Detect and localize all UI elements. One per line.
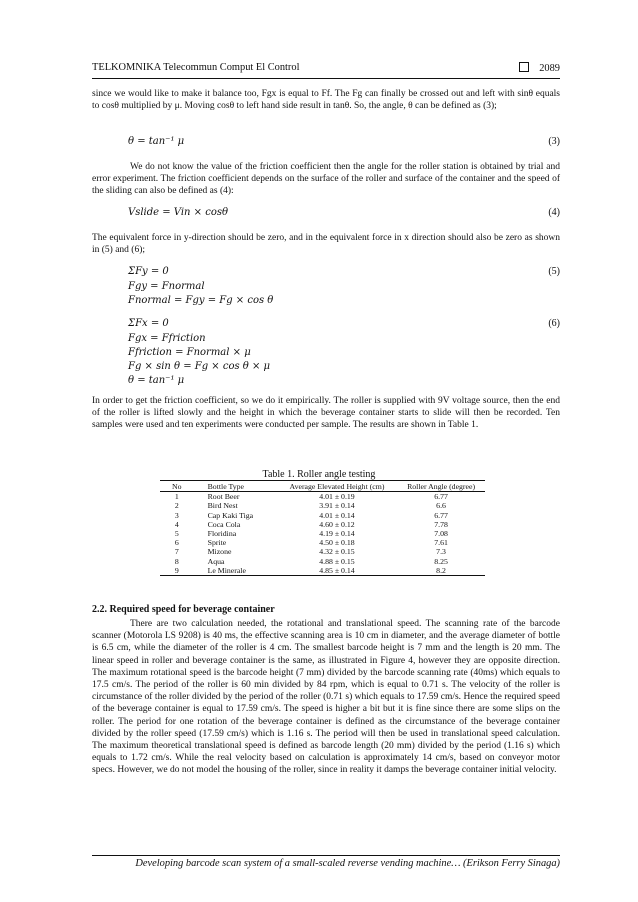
cell-no: 2: [174, 501, 179, 511]
col-header-no: No: [160, 481, 194, 492]
cell-no: 1: [174, 492, 179, 502]
equation-3: [128, 136, 560, 149]
cell-bottle-type: Bird Nest: [207, 501, 238, 511]
cell-height: 4.19 ± 0.14: [319, 529, 355, 539]
equation-6a: [128, 318, 560, 331]
checkbox-square-icon: [519, 62, 529, 72]
cell-no: 4: [174, 519, 179, 529]
header-rule: [92, 78, 560, 79]
cell-height: 4.85 ± 0.14: [277, 566, 397, 576]
cell-height: 4.60 ± 0.12: [319, 519, 355, 529]
equation-6d-text: Fg × sin θ = Fg × cos θ × μ: [128, 361, 271, 372]
col-header-height: Average Elevated Height (cm): [277, 481, 397, 492]
table-caption: Table 1. Roller angle testing: [262, 469, 376, 480]
footer-rule: [92, 855, 560, 856]
cell-no: 5: [174, 529, 179, 539]
cell-no: 8: [174, 556, 179, 566]
equation-6d: [128, 361, 560, 374]
cell-bottle-type: Sprite: [207, 538, 227, 548]
table-header-row: [160, 481, 485, 492]
equation-5-number: (5): [548, 266, 560, 277]
cell-bottle-type: Aqua: [207, 556, 225, 566]
cell-bottle-type: Le Minerale: [194, 566, 277, 576]
cell-angle: 6.77: [434, 492, 448, 502]
cell-no: 9: [160, 566, 194, 576]
table-row: [160, 511, 485, 520]
paragraph-4: In order to get the friction coefficient, so we do it empirically. The roller is supplied with 9V voltage source, then the end of the roller is lifted slowly and the height in which the beverage container starts to slide will then be recorded. Ten samples were used and ten experiments were conducted per sample. The results are shown in Table 1.: [92, 396, 560, 431]
page-number-group: [519, 62, 560, 74]
equation-3-text: θ = tan⁻¹ μ: [128, 136, 185, 147]
equation-5a: [128, 266, 560, 279]
equation-5c-text: Fnormal = Fgy = Fg × cos θ: [128, 295, 274, 306]
cell-angle: 7.3: [436, 547, 446, 557]
cell-angle: 8.25: [434, 556, 448, 566]
equation-6c-text: Ffriction = Fnormal × μ: [128, 347, 251, 358]
cell-bottle-type: Coca Cola: [207, 519, 241, 529]
paragraph-1: since we would like to make it balance too, Fgx is equal to Ff. The Fg can finally be crossed out and left with sinθ equals to cosθ multiplied by μ. Moving cosθ to left hand side result in tanθ. So, the angle, θ can be defined as (3);: [92, 89, 560, 112]
equation-6b-text: Fgx = Ffriction: [128, 333, 206, 344]
running-footer: Developing barcode scan system of a small-scaled reverse vending machine… (Erikson Ferry Sinaga): [135, 858, 560, 869]
cell-bottle-type: Floridina: [207, 529, 237, 539]
equation-5b: [128, 281, 560, 294]
paragraph-3: The equivalent force in y-direction should be zero, and in the equivalent force in x direction should also be zero as shown in (5) and (6);: [92, 233, 560, 256]
cell-angle: 6.6: [436, 501, 446, 511]
table-row: [160, 529, 485, 538]
cell-height: 4.88 ± 0.15: [319, 556, 355, 566]
equation-6e: [128, 375, 560, 388]
cell-angle: 8.2: [397, 566, 485, 576]
cell-angle: 7.78: [434, 519, 448, 529]
equation-6e-text: θ = tan⁻¹ μ: [128, 375, 185, 386]
page-number: 2089: [539, 63, 560, 74]
col-header-bottle-type: Bottle Type: [194, 481, 277, 492]
cell-no: 3: [174, 510, 179, 520]
table-row: [160, 557, 485, 566]
cell-height: 3.91 ± 0.14: [319, 501, 355, 511]
equation-5c: [128, 295, 560, 308]
equation-5a-text: ΣFy = 0: [128, 266, 169, 277]
cell-bottle-type: Root Beer: [207, 492, 240, 502]
equation-6-number: (6): [548, 318, 560, 329]
equation-6c: [128, 347, 560, 360]
cell-bottle-type: Cap Kaki Tiga: [207, 510, 254, 520]
journal-name: TELKOMNIKA Telecommun Comput El Control: [92, 62, 300, 73]
equation-6a-text: ΣFx = 0: [128, 318, 169, 329]
equation-4: [128, 207, 560, 220]
table-row: [160, 547, 485, 556]
equation-4-text: Vslide = Vin × cosθ: [128, 207, 228, 218]
paragraph-2: We do not know the value of the friction coefficient then the angle for the roller station is obtained by trial and error experiment. The friction coefficient depends on the surface of the roller and surface of the container and the speed of the sliding can also be defined as (4):: [92, 162, 560, 197]
equation-3-number: (3): [548, 136, 560, 147]
paragraph-5: There are two calculation needed, the rotational and translational speed. The scanning rate of the barcode scanner (Motorola LS 9208) is 40 ms, the effective scanning area is 10 cm in diameter, and the average diameter of bottle is 6.5 cm, while the diameter of the roller is 4 cm. The smallest barcode height is 7 mm and the length is 20 mm. The linear speed in roller and beverage container is the same, as illustrated in Figure 4, however they are opposite direction. The maximum rotational speed is the barcode height (7 mm) divided by the barcode scanning rate (40ms) which equals to 17.5 cm/s. The period of the roller is 60 min divided by 84 rpm, which is equal to 0.71 s. The velocity of the roller is circumstance of the roller divided by the period of the roller (0.71 s) which equals to 17.59 cm/s. Hence the required speed of the beverage container is equal to 17.59 cm/s. The speed is higher a bit but it is fine since there are some slips on the roller. The period for one rotation of the beverage container is defined as the circumstance of the beverage container divided by the roller speed (17.59 cm/s) which is 1.16 s. The period will then be used in translational speed calculation. The maximum theoretical translational speed is defined as barcode length (20 mm) divided by the period (1.16 s) which equals to 1.72 cm/s. While the real velocity based on calculation is approximately 14 cm/s, based on conveyor motor specs. However, we do not model the housing of the roller, since in reality it damps the beverage container initial velocity.: [92, 619, 560, 776]
running-header: [92, 62, 560, 78]
section-heading: 2.2. Required speed for beverage container: [92, 604, 275, 615]
table-row: [160, 538, 485, 547]
cell-height: 4.01 ± 0.14: [319, 510, 355, 520]
equation-6b: [128, 333, 560, 346]
cell-angle: 7.08: [434, 529, 448, 539]
equation-5b-text: Fgy = Fnormal: [128, 281, 205, 292]
cell-angle: 7.61: [434, 538, 448, 548]
cell-no: 7: [174, 547, 179, 557]
cell-height: 4.50 ± 0.18: [319, 538, 355, 548]
roller-angle-table: [160, 480, 485, 576]
table-row: [160, 501, 485, 510]
cell-angle: 6.77: [434, 510, 448, 520]
cell-bottle-type: Mizone: [207, 547, 232, 557]
table-row: [160, 566, 485, 576]
equation-4-number: (4): [548, 207, 560, 218]
cell-height: 4.32 ± 0.15: [319, 547, 355, 557]
table-row: [160, 520, 485, 529]
cell-height: 4.01 ± 0.19: [319, 492, 355, 502]
cell-no: 6: [174, 538, 179, 548]
table-row: [160, 492, 485, 502]
col-header-angle: Roller Angle (degree): [397, 481, 485, 492]
